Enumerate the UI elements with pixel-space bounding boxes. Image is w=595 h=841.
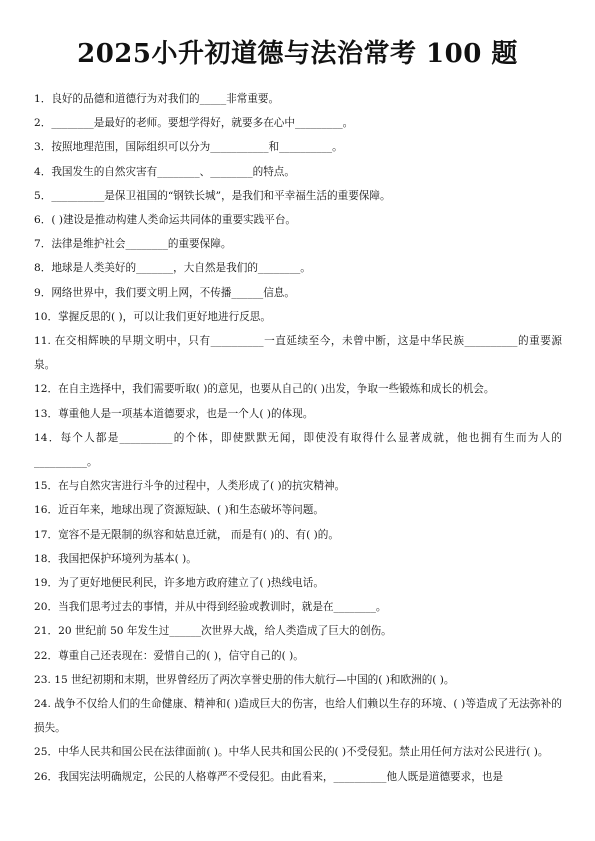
- question-12: 12．在自主选择中，我们需要听取( )的意见，也要从自己的( )出发，争取一些锻炼和成长的机会。: [34, 383, 495, 396]
- question-17: 17．宽容不是无限制的纵容和姑息迁就， 而是有( )的、有( )的。: [34, 528, 339, 541]
- question-list: [34, 87, 562, 789]
- question-25: 25．中华人民共和国公民在法律面前( )。中华人民共和国公民的( )不受侵犯。禁止用任何方法对公民进行( )。: [34, 746, 549, 759]
- question-19: 19．为了更好地便民利民，许多地方政府建立了( )热线电话。: [34, 577, 324, 590]
- question-5: 5．__________是保卫祖国的“钢铁长城”，是我们和平幸福生活的重要保障。: [34, 189, 391, 202]
- question-1: 1．良好的品德和道德行为对我们的_____非常重要。: [34, 93, 280, 105]
- question-11: 11. 在交相辉映的早期文明中，只有__________一直延续至今，未曾中断，这是中华民族__________的重要源泉。: [34, 335, 562, 372]
- question-10: 10．掌握反思的( )，可以让我们更好地进行反思。: [34, 310, 271, 323]
- question-22: 22．尊重自己还表现在：爱惜自己的( )，信守自己的( )。: [34, 649, 304, 662]
- question-20: 20．当我们思考过去的事情，并从中得到经验或教训时，就是在________。: [34, 601, 387, 614]
- question-3: 3．按照地理范围，国际组织可以分为___________和__________。: [34, 141, 343, 154]
- question-18: 18．我国把保护环境列为基本( )。: [34, 552, 197, 565]
- question-23: 23. 15 世纪初期和末期，世界曾经历了两次享誉史册的伟大航行—中国的( )和欧洲的( )。: [34, 673, 455, 686]
- page-title: 2025小升初道德与法治常考 100 题: [77, 39, 518, 69]
- question-21: 21．20 世纪前 50 年发生过______次世界大战，给人类造成了巨大的创伤。: [34, 625, 392, 638]
- question-4: 4．我国发生的自然灾害有________、________的特点。: [34, 165, 295, 178]
- question-15: 15．在与自然灾害进行斗争的过程中，人类形成了( )的抗灾精神。: [34, 480, 346, 493]
- question-9: 9．网络世界中，我们要文明上网，不传播______信息。: [34, 286, 295, 299]
- question-24: 24. 战争不仅给人们的生命健康、精神和( )造成巨大的伤害，也给人们赖以生存的环境、( )等造成了无法弥补的损失。: [34, 698, 562, 735]
- question-14: 14．每个人都是__________的个体，即使默默无闻，即使没有取得什么显著成就，他也拥有生而为人的__________。: [34, 431, 562, 469]
- question-8: 8．地球是人类美好的_______，大自然是我们的________。: [34, 262, 311, 275]
- question-26: 26．我国宪法明确规定，公民的人格尊严不受侵犯。由此看来，__________他人既是道德要求，也是: [34, 770, 504, 783]
- question-16: 16．近百年来，地球出现了资源短缺、( )和生态破坏等问题。: [34, 504, 324, 517]
- question-7: 7．法律是维护社会________的重要保障。: [34, 238, 232, 251]
- question-2: 2．________是最好的老师。要想学得好，就要多在心中_________。: [34, 117, 354, 130]
- question-13: 13．尊重他人是一项基本道德要求，也是一个人( )的体现。: [34, 407, 314, 420]
- question-6: 6．( )建设是推动构建人类命运共同体的重要实践平台。: [34, 214, 297, 227]
